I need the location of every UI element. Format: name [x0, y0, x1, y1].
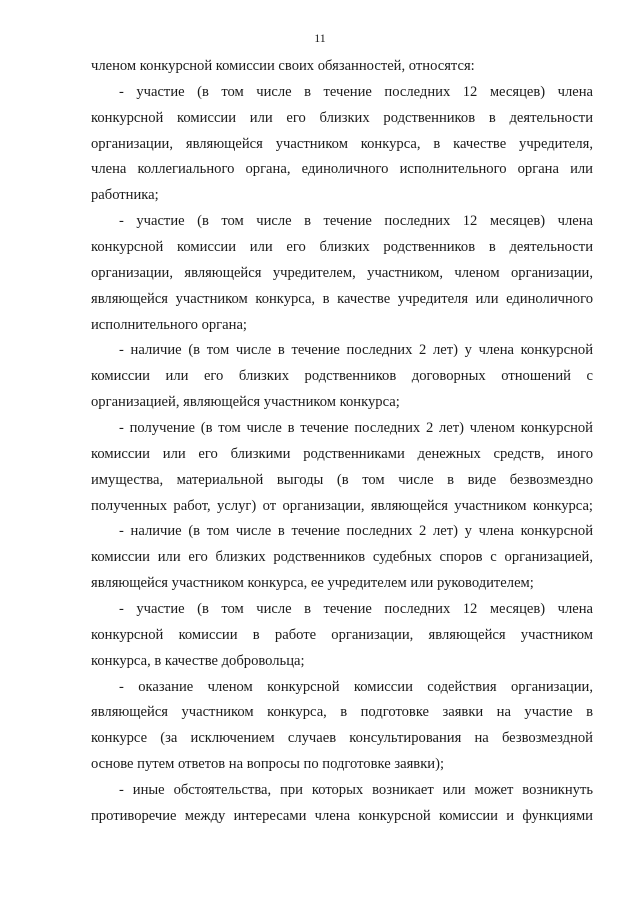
text-line: комиссии или его близкими родственниками денежных средств, иного	[91, 445, 593, 462]
text-line: полученных работ, услуг) от организации, являющейся участником конкурса;	[91, 497, 593, 514]
page-number: 11	[314, 31, 326, 45]
list-item-court-disputes	[91, 519, 593, 597]
text-line: - получение (в том числе в течение последних 2 лет) членом конкурсной	[119, 420, 593, 437]
list-item-application-assistance	[91, 675, 593, 778]
list-item-founder-participation	[91, 80, 593, 209]
text-line: противоречие между интересами члена конкурсной комиссии и функциями	[91, 807, 593, 824]
text-line: являющейся участником конкурса, ее учредителем или руководителем;	[91, 575, 534, 592]
text-line: - участие (в том числе в течение последних 12 месяцев) члена	[119, 601, 593, 618]
text-line: организации, являющейся учредителем, участником, членом организации,	[91, 264, 593, 281]
text-line: являющейся участником конкурса, в качестве учредителя или единоличного	[91, 290, 593, 307]
text-line: конкурсной комиссии или его близких родственников в деятельности	[91, 109, 593, 126]
text-line: конкурсе (за исключением случаев консультирования на безвозмездной	[91, 730, 593, 747]
text-line: имущества, материальной выгоды (в том числе в виде безвозмездно	[91, 471, 593, 488]
text-line: комиссии или его близких родственников судебных споров с организацией,	[91, 549, 593, 566]
text-line: членом конкурсной комиссии своих обязанностей, относятся:	[91, 58, 475, 74]
list-item-volunteering	[91, 597, 593, 675]
text-line: - участие (в том числе в течение последних 12 месяцев) члена	[119, 83, 593, 100]
list-item-member-organization	[91, 209, 593, 338]
text-line: конкурсной комиссии в работе организации, являющейся участником	[91, 626, 593, 643]
text-line: конкурса, в качестве добровольца;	[91, 652, 305, 669]
text-line: члена коллегиального органа, единоличного исполнительного органа или	[91, 161, 593, 178]
text-line: - оказание членом конкурсной комиссии содействия организации,	[119, 678, 593, 695]
text-line: организацией, являющейся участником конкурса;	[91, 394, 400, 411]
list-item-other-circumstances	[91, 778, 593, 830]
list-item-receiving-funds	[91, 416, 593, 519]
text-line: организации, являющейся участником конкурса, в качестве учредителя,	[91, 135, 593, 152]
text-line: исполнительного органа;	[91, 316, 247, 333]
list-item-contract-relations	[91, 338, 593, 416]
text-line: - участие (в том числе в течение последних 12 месяцев) члена	[119, 213, 593, 230]
text-line: комиссии или его близких родственников договорных отношений с	[91, 368, 593, 385]
text-line: - иные обстоятельства, при которых возникает или может возникнуть	[119, 782, 593, 799]
document-body	[91, 54, 593, 830]
text-line: - наличие (в том числе в течение последних 2 лет) у члена конкурсной	[119, 523, 593, 540]
text-line: работника;	[91, 187, 159, 204]
text-line: конкурсной комиссии или его близких родственников в деятельности	[91, 239, 593, 256]
paragraph-intro	[91, 54, 593, 80]
text-line: - наличие (в том числе в течение последних 2 лет) у члена конкурсной	[119, 342, 593, 359]
text-line: основе путем ответов на вопросы по подготовке заявки);	[91, 756, 445, 773]
text-line: являющейся участником конкурса, в подготовке заявки на участие в	[91, 704, 593, 721]
